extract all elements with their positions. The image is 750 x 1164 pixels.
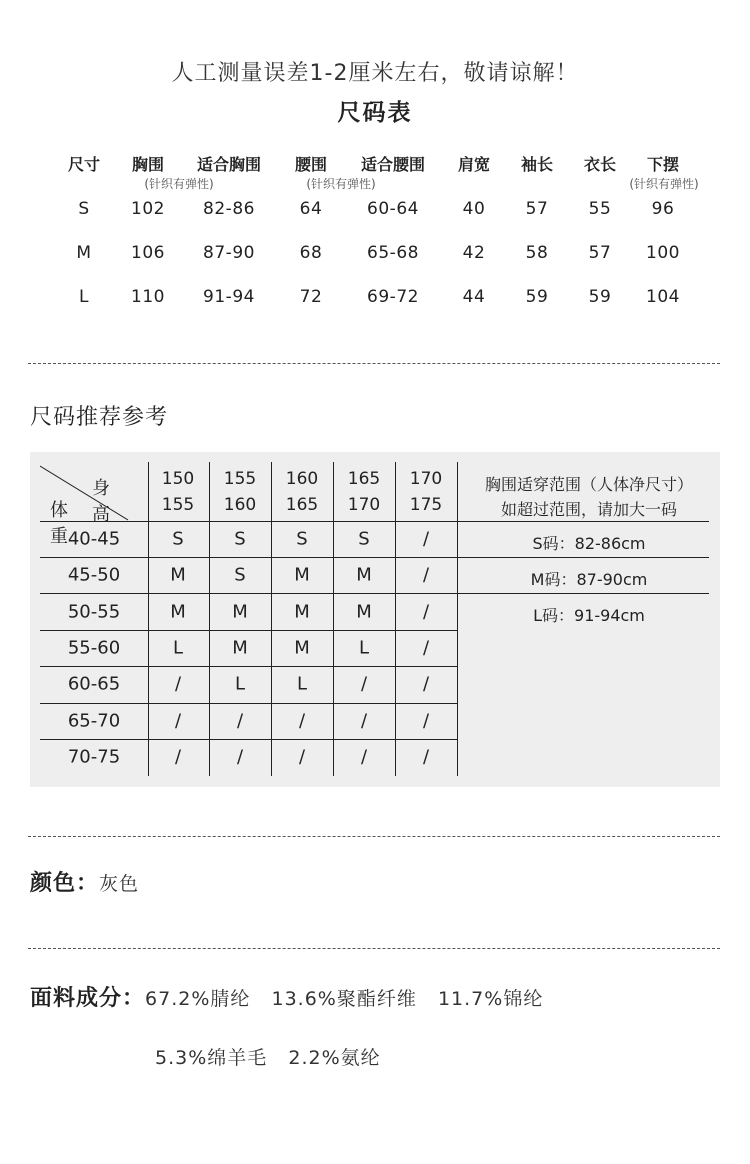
table-cell: 110 [131, 287, 165, 307]
weight-label: 40-45 [67, 528, 121, 550]
size-cell: M [356, 601, 372, 623]
bust-range-l: L码：91-94cm [533, 606, 645, 625]
height-col-header: 160 165 [285, 469, 319, 515]
height-col-header: 150 155 [161, 469, 195, 515]
size-cell: / [422, 528, 430, 550]
waist-header: 腰围 [294, 155, 328, 174]
weight-label: 65-70 [67, 710, 121, 732]
size-cell: L [296, 673, 308, 695]
weight-label: 55-60 [67, 637, 121, 659]
size-cell: / [422, 710, 430, 732]
table-cell: 100 [646, 243, 680, 263]
table-cell: 59 [588, 287, 612, 307]
divider [28, 363, 720, 364]
bust-range-m: M码：87-90cm [530, 570, 648, 589]
grid-line [457, 462, 458, 776]
color-row [30, 866, 139, 897]
divider [28, 948, 720, 949]
fit-bust-header: 适合胸围 [196, 155, 262, 174]
size-cell: S [296, 528, 308, 550]
fabric-line-1: 67.2%腈纶 13.6%聚酯纤维 11.7%锦纶 [145, 988, 544, 1010]
size-cell: M [294, 564, 310, 586]
bust-range-subheader: 如超过范围，请加大一码 [500, 500, 678, 519]
grid-line [333, 462, 334, 776]
size-cell: / [422, 601, 430, 623]
fabric-label: 面料成分： [30, 986, 146, 1011]
table-cell: 102 [131, 199, 165, 219]
grid-line [209, 462, 210, 776]
size-chart-title: 尺码表 [337, 100, 413, 126]
sleeve-header: 袖长 [520, 155, 554, 174]
size-cell: / [174, 710, 182, 732]
waist-note: (针织有弹性) [306, 177, 376, 191]
grid-line [40, 521, 709, 522]
size-cell: / [174, 746, 182, 768]
grid-line [148, 462, 149, 776]
weight-label: 45-50 [67, 564, 121, 586]
table-cell: 64 [299, 199, 323, 219]
table-cell: 40 [462, 199, 486, 219]
fit-waist-header: 适合腰围 [360, 155, 426, 174]
table-cell: 106 [131, 243, 165, 263]
table-cell: 65-68 [367, 243, 419, 263]
size-cell: / [236, 710, 244, 732]
size-cell: / [236, 746, 244, 768]
length-header: 衣长 [583, 155, 617, 174]
grid-line [271, 462, 272, 776]
grid-line [395, 462, 396, 776]
size-cell: L [172, 637, 184, 659]
table-cell: 44 [462, 287, 486, 307]
table-cell: 42 [462, 243, 486, 263]
table-cell: M [76, 243, 92, 263]
size-cell: S [234, 564, 246, 586]
size-cell: / [422, 564, 430, 586]
table-cell: 59 [525, 287, 549, 307]
grid-line [40, 557, 709, 558]
table-cell: 91-94 [203, 287, 255, 307]
fabric-line-2: 5.3%绵羊毛 2.2%氨纶 [155, 1047, 381, 1069]
hem-header: 下摆 [646, 155, 680, 174]
size-cell: / [298, 710, 306, 732]
table-cell: 68 [299, 243, 323, 263]
size-cell: L [234, 673, 246, 695]
size-cell: L [358, 637, 370, 659]
table-cell: 104 [646, 287, 680, 307]
hem-note: (针织有弹性) [629, 177, 699, 191]
size-cell: M [170, 601, 186, 623]
size-cell: M [232, 637, 248, 659]
size-cell: / [360, 746, 368, 768]
table-cell: 82-86 [203, 199, 255, 219]
measurement-notice: 人工测量误差1-2厘米左右，敬请谅解！ [171, 61, 579, 86]
grid-line [40, 593, 709, 594]
table-cell: 69-72 [367, 287, 419, 307]
size-cell: S [234, 528, 246, 550]
grid-line [40, 630, 457, 631]
size-cell: / [174, 673, 182, 695]
recommend-title: 尺码推荐参考 [30, 405, 169, 430]
color-label: 颜色： [30, 871, 100, 896]
size-cell: M [232, 601, 248, 623]
size-cell: M [294, 637, 310, 659]
grid-line [40, 703, 457, 704]
size-cell: / [360, 673, 368, 695]
size-header: 尺寸 [67, 155, 101, 174]
bust-range-s: S码：82-86cm [532, 534, 646, 553]
size-cell: / [360, 710, 368, 732]
size-cell: S [172, 528, 184, 550]
grid-line [40, 666, 457, 667]
table-cell: L [79, 287, 89, 307]
weight-label: 50-55 [67, 601, 121, 623]
corner-weight-label: 体重 [50, 500, 68, 547]
bust-note: (针织有弹性) [144, 177, 214, 191]
size-cell: M [356, 564, 372, 586]
size-cell: / [422, 746, 430, 768]
corner-height-label: 身高 [92, 478, 110, 525]
height-col-header: 170 175 [409, 469, 443, 515]
bust-header: 胸围 [131, 155, 165, 174]
size-cell: S [358, 528, 370, 550]
size-cell: / [422, 673, 430, 695]
height-col-header: 155 160 [223, 469, 257, 515]
color-value: 灰色 [99, 873, 140, 895]
weight-label: 60-65 [67, 673, 121, 695]
size-cell: / [298, 746, 306, 768]
table-cell: S [78, 199, 90, 219]
grid-line [40, 739, 457, 740]
table-cell: 57 [525, 199, 549, 219]
shoulder-header: 肩宽 [457, 155, 491, 174]
table-cell: 57 [588, 243, 612, 263]
bust-range-header: 胸围适穿范围（人体净尺寸） [484, 475, 694, 494]
size-cell: M [170, 564, 186, 586]
divider [28, 836, 720, 837]
weight-label: 70-75 [67, 746, 121, 768]
table-cell: 96 [651, 199, 675, 219]
table-cell: 72 [299, 287, 323, 307]
height-col-header: 165 170 [347, 469, 381, 515]
size-cell: M [294, 601, 310, 623]
size-cell: / [422, 637, 430, 659]
fabric-row [30, 981, 543, 1012]
table-cell: 60-64 [367, 199, 419, 219]
table-cell: 58 [525, 243, 549, 263]
table-cell: 87-90 [203, 243, 255, 263]
table-cell: 55 [588, 199, 612, 219]
